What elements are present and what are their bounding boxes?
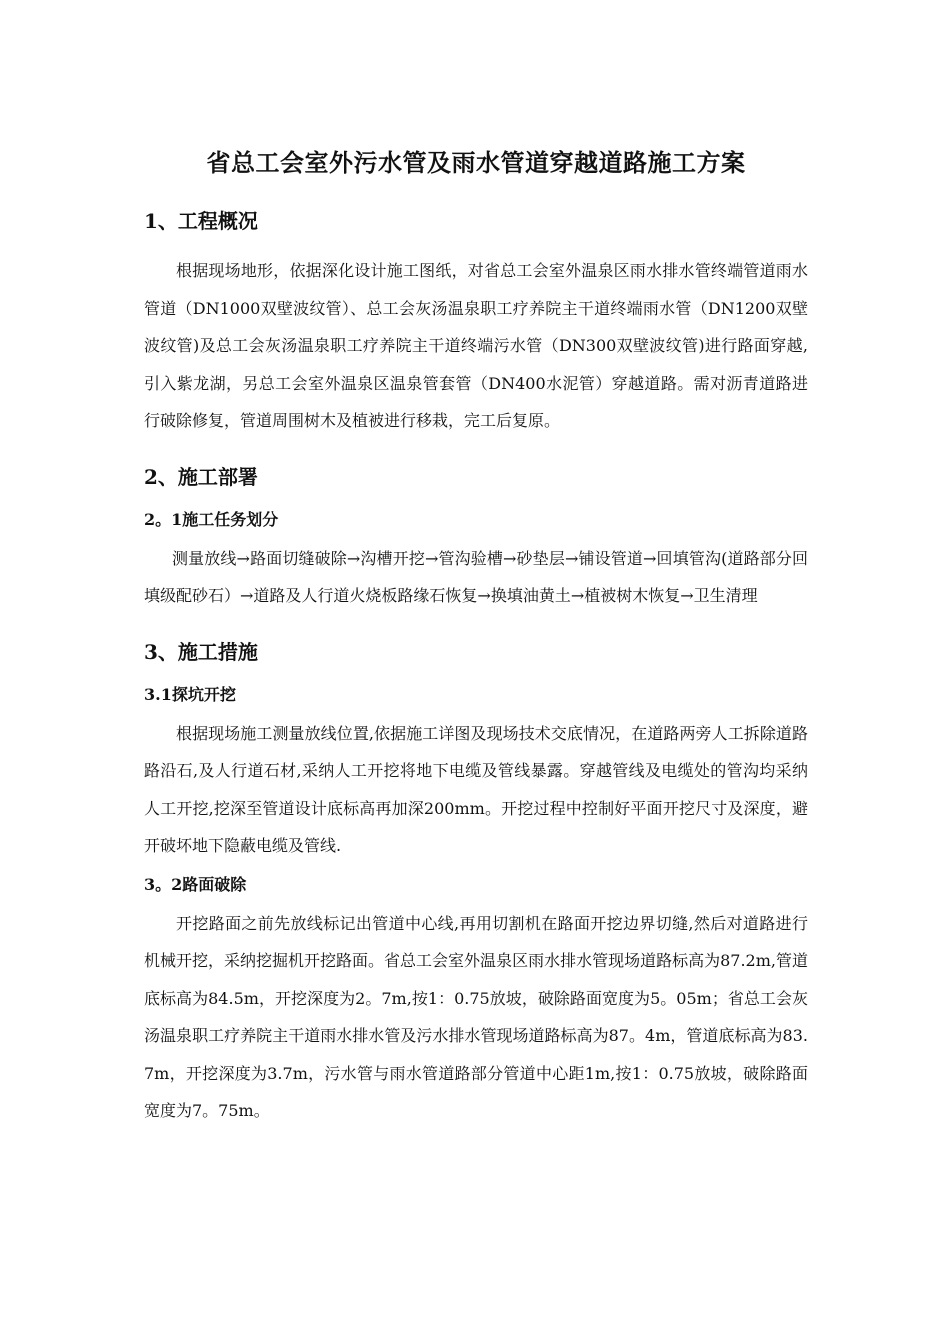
road-demolition-paragraph: 开挖路面之前先放线标记出管道中心线,再用切割机在路面开挖边界切缝,然后对道路进行机械开挖，采纳挖掘机开挖路面。省总工会室外温泉区雨水排水管现场道路标高为87.2m,管道底标高为84.5m，开挖深度为2。7m,按1：0.75放坡，破除路面宽度为5。05m；省总工会灰汤温泉职工疗养院主干道雨水排水管及污水排水管现场道路标高为87。4m，管道底标高为83.7m，开挖深度为3.7m，污水管与雨水管道路部分管道中心距1m,按1：0.75放坡，破除路面宽度为7。75m。 bbox=[144, 913, 808, 1120]
section-heading-deployment: 2、施工部署 bbox=[144, 464, 258, 489]
document-body bbox=[144, 146, 808, 1130]
overview-paragraph: 根据现场地形，依据深化设计施工图纸，对省总工会室外温泉区雨水排水管终端管道雨水管道（DN1000双壁波纹管）、总工会灰汤温泉职工疗养院主干道终端雨水管（DN1200双壁波纹管)及总工会灰汤温泉职工疗养院主干道终端污水管（DN300双壁波纹管)进行路面穿越,引入紫龙湖，另总工会室外温泉区温泉管套管（DN400水泥管）穿越道路。需对沥青道路进行破除修复，管道周围树木及植被进行移栽，完工后复原。 bbox=[144, 261, 808, 430]
subsection-heading-task-division: 2。1施工任务划分 bbox=[144, 509, 279, 529]
subsection-heading-pit-excavation: 3.1探坑开挖 bbox=[144, 684, 236, 704]
task-division-paragraph: 测量放线→路面切缝破除→沟槽开挖→管沟验槽→砂垫层→铺设管道→回填管沟(道路部分回填级配砂石）→道路及人行道火烧板路缘石恢复→换填油黄土→植被树木恢复→卫生清理 bbox=[144, 548, 808, 605]
section-heading-overview: 1、工程概况 bbox=[144, 209, 258, 233]
document-title: 省总工会室外污水管及雨水管道穿越道路施工方案 bbox=[206, 148, 746, 177]
pit-excavation-paragraph: 根据现场施工测量放线位置,依据施工详图及现场技术交底情况，在道路两旁人工拆除道路路沿石,及人行道石材,采纳人工开挖将地下电缆及管线暴露。穿越管线及电缆处的管沟均采纳人工开挖,挖深至管道设计底标高再加深200mm。开挖过程中控制好平面开挖尺寸及深度，避开破坏地下隐蔽电缆及管线. bbox=[144, 723, 808, 855]
subsection-heading-road-demolition: 3。2路面破除 bbox=[144, 874, 247, 894]
section-heading-measures: 3、施工措施 bbox=[144, 639, 258, 664]
